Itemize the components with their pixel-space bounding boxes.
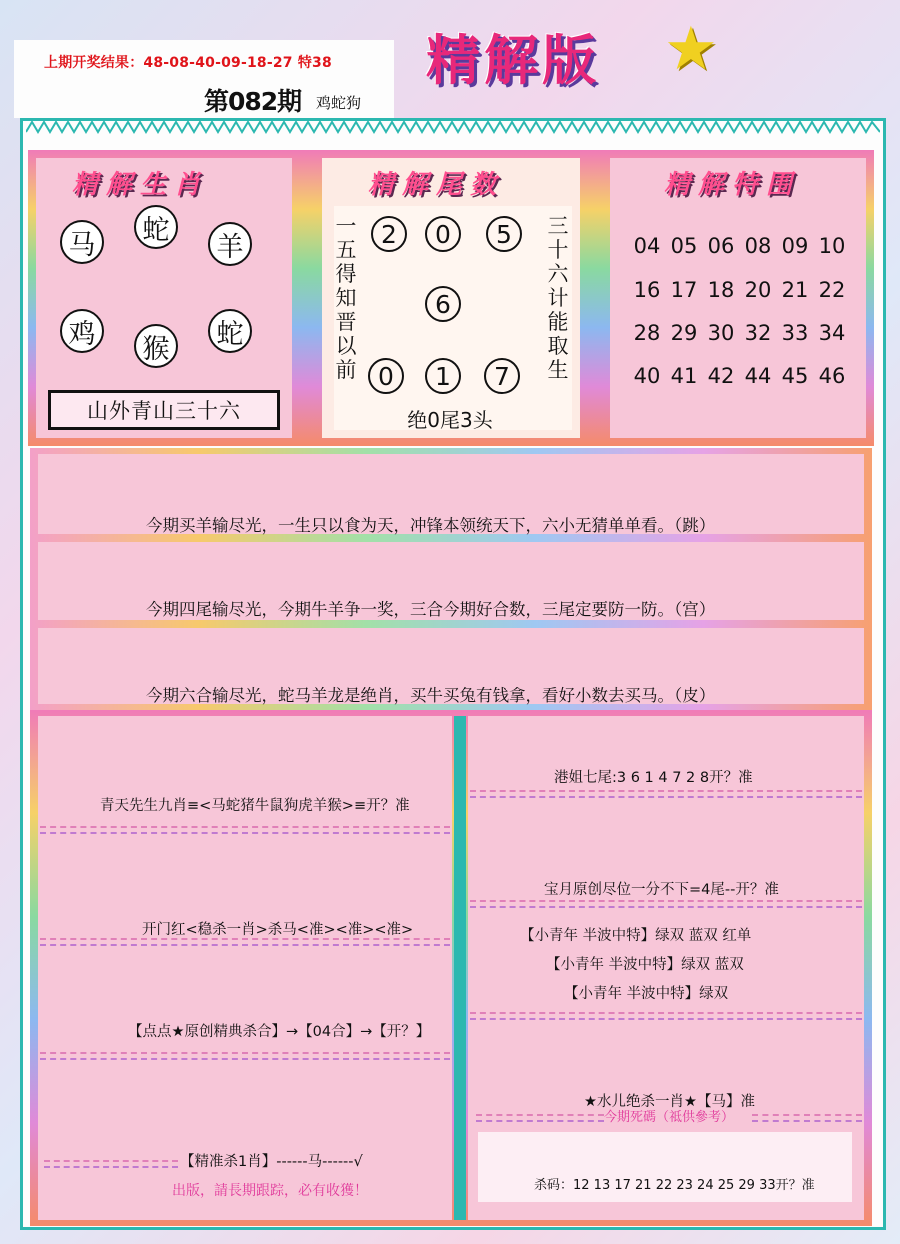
left-line: 【点点★原创精典杀合】→【04合】→【开？】 <box>128 1024 431 1040</box>
right-line: 【小青年 半波中特】绿双 蓝双 红单 <box>520 928 752 944</box>
tail-digit: 0 <box>425 216 461 252</box>
last-result-special: 特38 <box>297 55 332 71</box>
divider <box>752 1114 862 1122</box>
verse-text: 今期买羊输尽光，一生只以食为天，冲锋本领统天下，六小无猜单单看。（跳） <box>146 516 716 535</box>
divider <box>40 826 450 834</box>
left-column <box>38 716 452 1220</box>
divider <box>470 900 862 908</box>
tail-right-vertical: 三十六计能取生 <box>547 214 569 382</box>
special-number: 04 <box>633 234 661 258</box>
special-number: 08 <box>744 234 772 258</box>
divider <box>476 1114 604 1122</box>
column-divider <box>454 716 466 1220</box>
divider <box>44 1160 178 1168</box>
special-number: 44 <box>744 364 772 388</box>
right-note: 今期死碼（祗供參考） <box>604 1110 735 1125</box>
special-number-grid <box>630 234 852 404</box>
special-panel-title: 精解特围 <box>664 170 801 200</box>
last-result-label: 上期开奖结果： <box>44 55 144 71</box>
verse-text: 今期六合输尽光，蛇马羊龙是绝肖，买牛买兔有钱拿，看好小数去买马。（皮） <box>146 686 716 705</box>
special-number: 16 <box>633 278 661 302</box>
zodiac-motto: 山外青山三十六 <box>48 390 280 430</box>
special-number: 06 <box>707 234 735 258</box>
last-result-numbers: 48-08-40-09-18-27 <box>143 55 293 71</box>
tail-panel-title: 精解尾数 <box>368 170 505 200</box>
special-number: 41 <box>670 364 698 388</box>
kill-number-line: 杀码：12 13 17 21 22 23 24 25 29 33开？准 <box>534 1178 815 1193</box>
special-number: 22 <box>818 278 846 302</box>
special-number: 45 <box>781 364 809 388</box>
special-number: 28 <box>633 321 661 345</box>
left-footer: 出版，請長期跟踪，必有收獲！ <box>172 1183 368 1199</box>
special-number: 18 <box>707 278 735 302</box>
special-number: 33 <box>781 321 809 345</box>
left-line: 【精准杀1肖】------马------√ <box>180 1154 363 1170</box>
right-line: 港姐七尾:3 6 1 4 7 2 8开？准 <box>554 770 753 786</box>
zodiac-panel-title: 精解生肖 <box>72 170 209 200</box>
issue-number: 第082期 <box>204 87 302 116</box>
zodiac-circle: 羊 <box>208 222 252 266</box>
special-number: 40 <box>633 364 661 388</box>
issue-tag: 鸡蛇狗 <box>316 94 362 112</box>
zigzag-border <box>26 120 880 134</box>
special-number: 09 <box>781 234 809 258</box>
zodiac-circle: 马 <box>60 220 104 264</box>
special-number: 46 <box>818 364 846 388</box>
right-line: 宝月原创尽位一分不下=4尾--开？准 <box>544 882 779 898</box>
special-number: 29 <box>670 321 698 345</box>
tail-footer: 绝0尾3头 <box>407 408 493 432</box>
special-number: 05 <box>670 234 698 258</box>
star-icon: ★ <box>664 14 718 84</box>
tail-digit: 5 <box>486 216 522 252</box>
banner-title: 精解版 <box>426 28 600 92</box>
zodiac-circle: 鸡 <box>60 309 104 353</box>
special-number: 32 <box>744 321 772 345</box>
left-line: 开门红<稳杀一肖>杀马<准><准><准> <box>142 922 414 938</box>
right-line: 【小青年 半波中特】绿双 <box>564 986 729 1002</box>
tail-digit: 7 <box>484 358 520 394</box>
left-line: 青天先生九肖≡<马蛇猪牛鼠狗虎羊猴>≡开？准 <box>100 798 410 814</box>
tail-digit: 6 <box>425 286 461 322</box>
tail-digit: 0 <box>368 358 404 394</box>
special-number: 30 <box>707 321 735 345</box>
last-result <box>44 52 332 72</box>
special-number: 42 <box>707 364 735 388</box>
tail-digit: 2 <box>371 216 407 252</box>
zodiac-circle: 蛇 <box>208 309 252 353</box>
special-number: 20 <box>744 278 772 302</box>
right-line: ★水儿绝杀一肖★【马】准 <box>584 1094 755 1110</box>
special-number: 17 <box>670 278 698 302</box>
zodiac-circle: 蛇 <box>134 205 178 249</box>
zodiac-circle: 猴 <box>134 324 178 368</box>
special-number: 21 <box>781 278 809 302</box>
divider <box>470 1012 862 1020</box>
verse-text: 今期四尾输尽光，今期牛羊争一奖，三合今期好合数，三尾定要防一防。（宫） <box>146 600 716 619</box>
tail-digit: 1 <box>425 358 461 394</box>
tail-left-vertical: 一五得知晋以前 <box>335 214 357 382</box>
divider <box>470 790 862 798</box>
divider <box>40 938 450 946</box>
right-line: 【小青年 半波中特】绿双 蓝双 <box>546 957 744 973</box>
special-number: 34 <box>818 321 846 345</box>
special-number: 10 <box>818 234 846 258</box>
divider <box>40 1052 450 1060</box>
